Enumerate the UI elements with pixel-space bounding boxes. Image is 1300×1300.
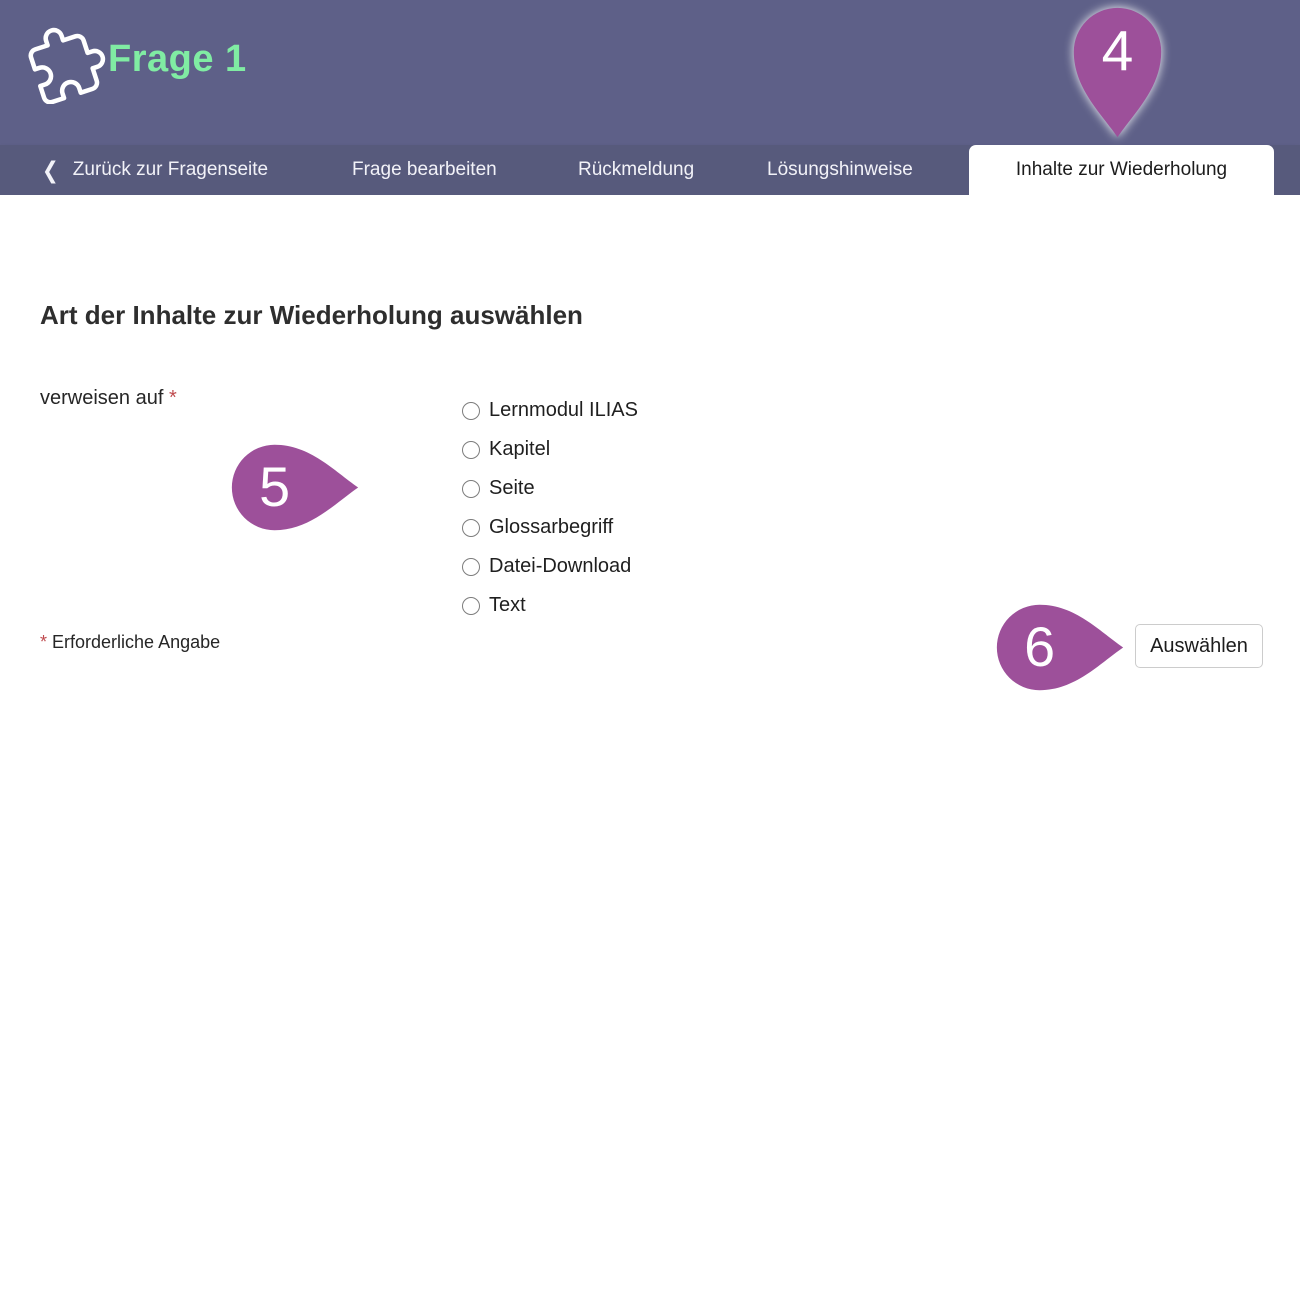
radio-button-icon[interactable]	[462, 441, 480, 459]
svg-text:4: 4	[1101, 19, 1134, 84]
radio-button-icon[interactable]	[462, 519, 480, 537]
field-label-verweisen-auf: verweisen auf *	[40, 387, 177, 409]
chevron-left-icon: ❮	[42, 157, 59, 184]
tab-label: Rückmeldung	[578, 159, 695, 180]
radio-option-glossarbegriff[interactable]: Glossarbegriff	[462, 508, 638, 547]
tab-loesungshinweise[interactable]	[767, 145, 913, 195]
tab-back-to-question-page[interactable]	[42, 145, 268, 195]
radio-button-icon[interactable]	[462, 480, 480, 498]
radio-option-text[interactable]: Text	[462, 586, 638, 625]
form-heading: Art der Inhalte zur Wiederholung auswählen	[40, 300, 583, 330]
tab-label: Lösungshinweise	[767, 159, 913, 180]
radio-option-lernmodul-ilias[interactable]: Lernmodul ILIAS	[462, 391, 638, 430]
required-asterisk: *	[168, 387, 177, 409]
tab-inhalte-zur-wiederholung[interactable]	[969, 145, 1274, 195]
tab-bar	[0, 145, 1300, 195]
radio-button-icon[interactable]	[462, 597, 480, 615]
puzzle-icon	[28, 22, 106, 104]
required-field-note: * Erforderliche Angabe	[40, 632, 221, 652]
annotation-marker-5	[230, 441, 360, 534]
main-content	[0, 195, 1300, 1300]
auswaehlen-button[interactable]: Auswählen	[1135, 624, 1263, 668]
tab-label: Frage bearbeiten	[352, 159, 497, 180]
required-asterisk: *	[40, 632, 48, 652]
radio-button-icon[interactable]	[462, 402, 480, 420]
svg-text:6: 6	[1024, 616, 1056, 679]
annotation-marker-6	[995, 601, 1125, 694]
radio-option-datei-download[interactable]: Datei-Download	[462, 547, 638, 586]
radio-option-seite[interactable]: Seite	[462, 469, 638, 508]
radio-button-icon[interactable]	[462, 558, 480, 576]
tab-rueckmeldung[interactable]	[578, 145, 694, 195]
radio-group	[462, 391, 638, 625]
svg-text:5: 5	[259, 456, 291, 519]
tab-frage-bearbeiten[interactable]	[352, 145, 497, 195]
tab-label: Inhalte zur Wiederholung	[1015, 159, 1228, 180]
radio-option-kapitel[interactable]: Kapitel	[462, 430, 638, 469]
tab-back-label: Zurück zur Fragenseite	[72, 159, 269, 180]
page-title: Frage 1	[108, 38, 247, 80]
annotation-marker-4	[1070, 6, 1165, 139]
